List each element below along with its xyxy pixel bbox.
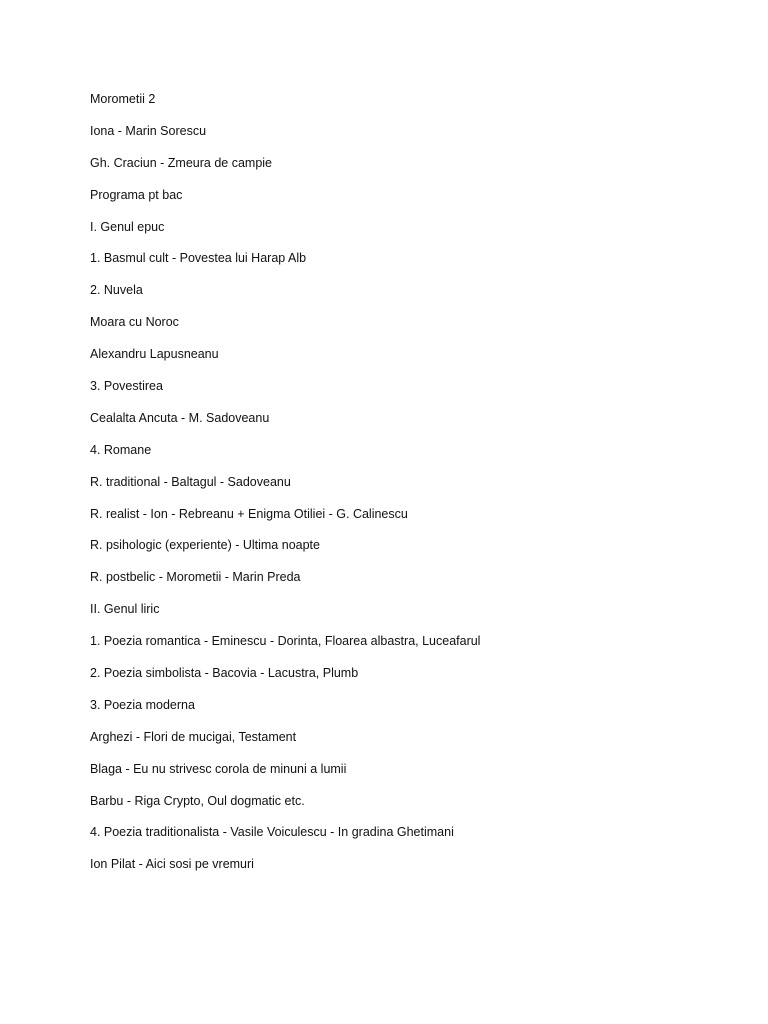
text-line: 1. Basmul cult - Povestea lui Harap Alb [90, 251, 307, 266]
text-line: Moara cu Noroc [90, 315, 179, 330]
text-line: Ion Pilat - Aici sosi pe vremuri [90, 857, 254, 872]
text-line: 4. Romane [90, 442, 152, 457]
text-line: Barbu - Riga Crypto, Oul dogmatic etc. [90, 793, 305, 808]
section-heading: I. Genul epuc [90, 219, 165, 234]
text-line: Arghezi - Flori de mucigai, Testament [90, 729, 297, 744]
text-line: Alexandru Lapusneanu [90, 347, 219, 362]
text-line: R. psihologic (experiente) - Ultima noapte [90, 538, 320, 553]
text-line: 3. Povestirea [90, 379, 163, 394]
text-line: Iona - Marin Sorescu [90, 123, 207, 138]
text-line: Cealalta Ancuta - M. Sadoveanu [90, 410, 270, 425]
text-line: 1. Poezia romantica - Eminescu - Dorinta, Floarea albastra, Luceafarul [90, 634, 481, 649]
text-line: 4. Poezia traditionalista - Vasile Voiculescu - In gradina Ghetimani [90, 825, 454, 840]
text-line: 2. Poezia simbolista - Bacovia - Lacustra, Plumb [90, 666, 359, 681]
text-line: R. realist - Ion - Rebreanu + Enigma Otiliei - G. Calinescu [90, 506, 408, 521]
text-line: Morometii 2 [90, 92, 156, 106]
document-text-lines [90, 90, 480, 887]
text-line: Gh. Craciun - Zmeura de campie [90, 155, 273, 170]
text-line: 2. Nuvela [90, 283, 143, 298]
text-line: 3. Poezia moderna [90, 697, 195, 712]
section-heading: II. Genul liric [90, 602, 160, 617]
text-line: Programa pt bac [90, 187, 183, 202]
text-line: R. postbelic - Morometii - Marin Preda [90, 570, 301, 585]
text-line: R. traditional - Baltagul - Sadoveanu [90, 474, 291, 489]
text-line: Blaga - Eu nu strivesc corola de minuni a lumii [90, 761, 347, 776]
